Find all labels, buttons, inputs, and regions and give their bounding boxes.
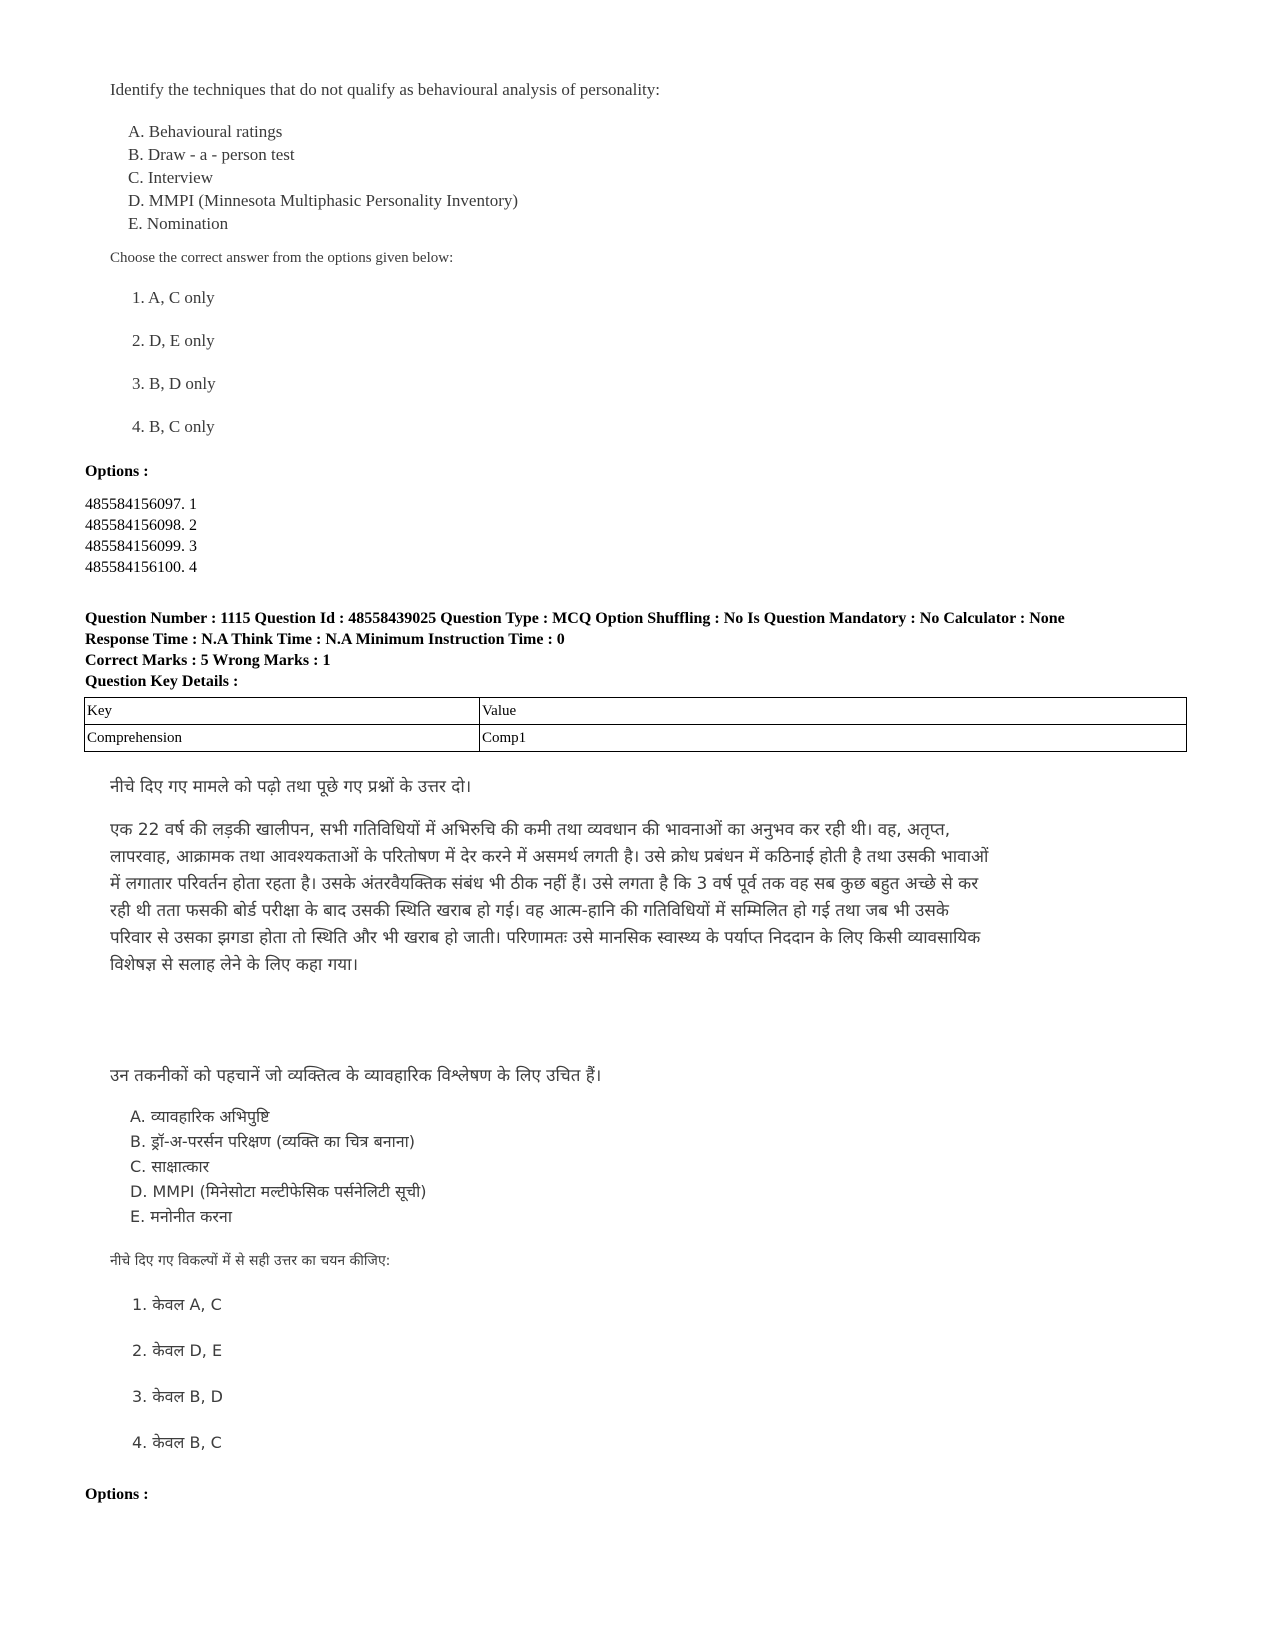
option-id-2: 485584156098. 2	[85, 517, 197, 534]
hindi-choose-instruction: नीचे दिए गए विकल्पों में से सही उत्तर का चयन कीजिए:	[110, 1253, 391, 1269]
question-meta	[85, 608, 1065, 692]
english-item-e: E. Nomination	[128, 214, 229, 233]
option-id-1: 485584156097. 1	[85, 496, 197, 513]
hindi-answer-2: 2. केवल D, E	[132, 1341, 223, 1360]
table-header-key: Key	[85, 698, 480, 725]
option-id-4: 485584156100. 4	[85, 559, 197, 576]
english-choose-instruction: Choose the correct answer from the options given below:	[110, 250, 454, 266]
english-answer-1: 1. A, C only	[132, 288, 215, 307]
hindi-item-d: D. MMPI (मिनेसोटा मल्टीफेसिक पर्सनेलिटी सूची)	[130, 1182, 427, 1201]
table-cell-value: Comp1	[480, 725, 1187, 752]
english-answer-2: 2. D, E only	[132, 331, 215, 350]
options-label-2: Options :	[85, 1486, 149, 1503]
options-id-list	[85, 494, 197, 578]
hindi-answer-4: 4. केवल B, C	[132, 1433, 222, 1452]
english-answer-3: 3. B, D only	[132, 374, 216, 393]
hindi-item-b: B. ड्रॉ-अ-परर्सन परिक्षण (व्यक्ति का चित्र बनाना)	[130, 1132, 416, 1151]
english-question-prompt: Identify the techniques that do not qualify as behavioural analysis of personality:	[110, 80, 660, 99]
question-meta-line-4: Question Key Details :	[85, 673, 239, 690]
table-cell-key: Comprehension	[85, 725, 480, 752]
english-item-c: C. Interview	[128, 168, 213, 187]
english-item-b: B. Draw - a - person test	[128, 145, 295, 164]
english-answer-4: 4. B, C only	[132, 417, 215, 436]
table-header-row	[85, 698, 1187, 725]
hindi-item-e: E. मनोनीत करना	[130, 1207, 232, 1226]
question-meta-line-3: Correct Marks : 5 Wrong Marks : 1	[85, 652, 331, 669]
hindi-item-a: A. व्यावहारिक अभिपुष्टि	[130, 1107, 270, 1126]
hindi-answer-3: 3. केवल B, D	[132, 1387, 223, 1406]
hindi-item-c: C. साक्षात्कार	[130, 1157, 210, 1176]
question-key-table	[84, 697, 1187, 752]
hindi-answer-1: 1. केवल A, C	[132, 1295, 222, 1314]
hindi-case-passage: एक 22 वर्ष की लड़की खालीपन, सभी गतिविधियों में अभिरुचि की कमी तथा व्यवधान की भावनाओं का अनुभव कर रही थी। वह, अतृप्त, लापरवाह, आक्रामक तथा आवश्यकताओं के परितोषण में देर करने में असमर्थ लगती है। उसे क्रोध प्रबंधन में कठिनाई होती है तथा उसकी भावाओं में लगातार परिवर्तन होता रहता है। उसके अंतरवैयक्तिक संबंध भी ठीक नहीं हैं। उसे लगता है कि 3 वर्ष पूर्व तक वह सब कुछ बहुत अच्छे से कर रही थी तता फसकी बोर्ड परीक्षा के बाद उसकी स्थिति खराब हो गई। वह आत्म-हानि की गतिविधियों में सम्मिलित हो गई तथा जब भी उसके परिवार से उसका झगडा होता तो स्थिति और भी खराब हो जाती। परिणामतः उसे मानसिक स्वास्थ्य के पर्याप्त निददान के लिए किसी व्यावसायिक विशेषज्ञ से सलाह लेने के लिए कहा गया।	[110, 820, 989, 975]
hindi-question-prompt: उन तकनीकों को पहचानें जो व्यक्तित्व के व्यावहारिक विश्लेषण के लिए उचित हैं।	[110, 1066, 602, 1086]
english-question-items	[128, 120, 518, 235]
question-meta-line-1: Question Number : 1115 Question Id : 48558439025 Question Type : MCQ Option Shuffling : No Is Question Mandatory : No Calculator : None	[85, 610, 1065, 627]
english-item-a: A. Behavioural ratings	[128, 122, 283, 141]
english-item-d: D. MMPI (Minnesota Multiphasic Personality Inventory)	[128, 191, 519, 210]
option-id-3: 485584156099. 3	[85, 538, 197, 555]
table-row	[85, 725, 1187, 752]
options-label-1: Options :	[85, 463, 149, 480]
question-meta-line-2: Response Time : N.A Think Time : N.A Minimum Instruction Time : 0	[85, 631, 565, 648]
table-header-value: Value	[480, 698, 1187, 725]
hindi-question-items	[130, 1104, 427, 1229]
hindi-instruction: नीचे दिए गए मामले को पढ़ो तथा पूछे गए प्रश्नों के उत्तर दो।	[110, 777, 472, 797]
